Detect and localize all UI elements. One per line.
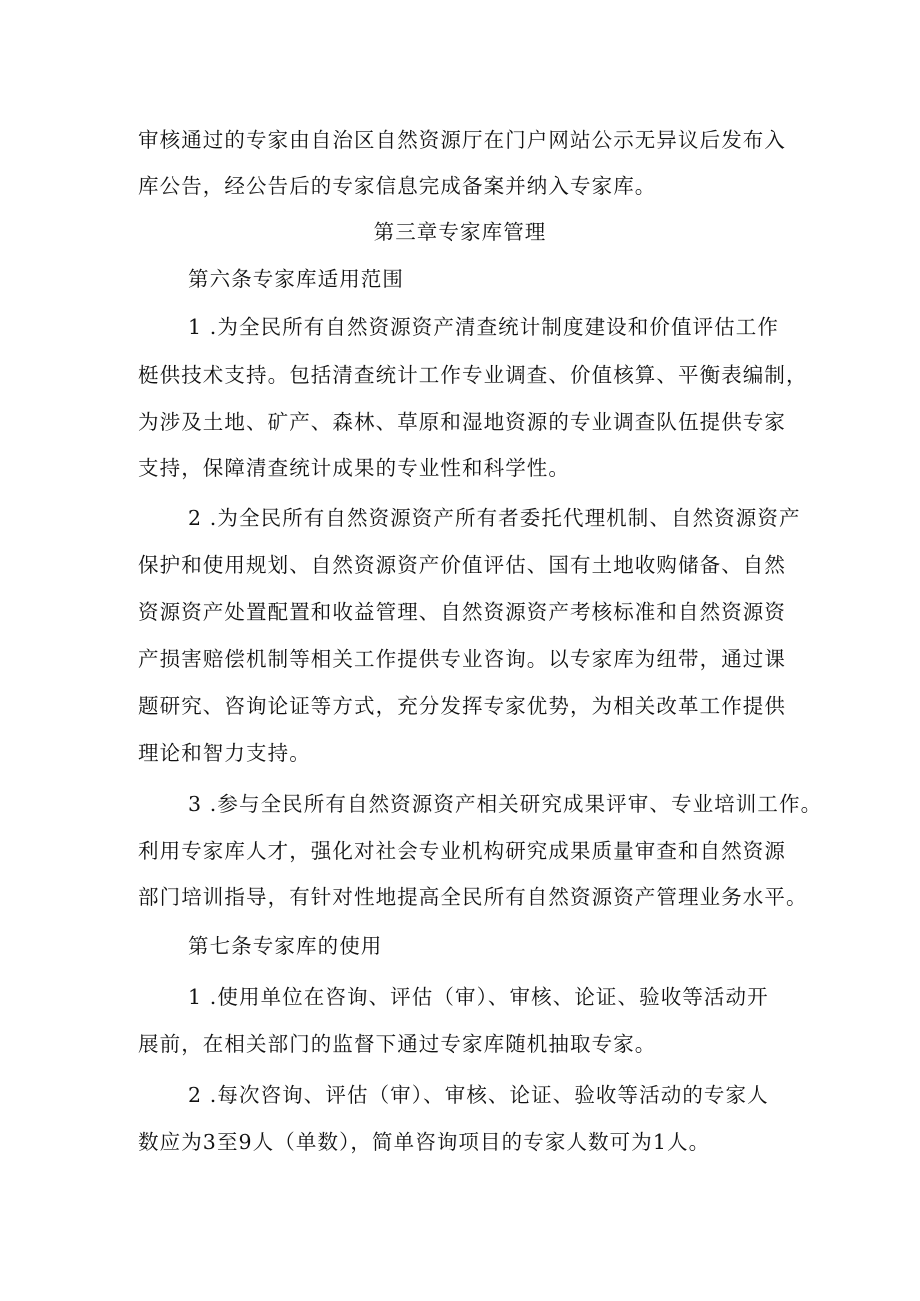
article6-item2-line-5: 题研究、咨询论证等方式，充分发挥专家优势，为相关改革工作提供	[138, 694, 786, 718]
article6-item2-line-2: 保护和使用规划、自然资源资产价值评估、国有土地收购储备、自然	[138, 553, 786, 577]
article7-title: 第七条专家库的使用	[188, 934, 383, 958]
article7-item2-line-2: 数应为3至9人（单数），简单咨询项目的专家人数可为1人。	[138, 1130, 711, 1154]
article6-item2-line-6: 理论和智力支持。	[138, 741, 311, 765]
article6-item1-line-2: 梃供技术支持。包括清查统计工作专业调查、价值核算、平衡表编制，	[138, 363, 808, 387]
article6-item1-line-4: 支持，保障清查统计成果的专业性和科学性。	[138, 456, 570, 480]
article6-item3-line-1: 3 .参与全民所有自然资源资产相关研究成果评审、专业培训工作。	[188, 792, 823, 816]
article7-item1-line-2: 展前，在相关部门的监督下通过专家库随机抽取专家。	[138, 1032, 657, 1056]
article6-item3-line-3: 部门培训指导，有针对性地提高全民所有自然资源资产管理业务水平。	[138, 885, 808, 909]
article6-item1-line-3: 为涉及土地、矿产、森林、草原和湿地资源的专业调查队伍提供专家	[138, 410, 786, 434]
article6-item2-line-1: 2 .为全民所有自然资源资产所有者委托代理机制、自然资源资产	[188, 506, 801, 530]
article7-item2-line-1: 2 .每次咨询、评估（审）、审核、论证、验收等活动的专家人	[188, 1083, 769, 1107]
intro-line-1: 审核通过的专家由自治区自然资源厅在门户网站公示无异议后发布入	[138, 128, 786, 152]
article6-item3-line-2: 利用专家库人才，强化对社会专业机构研究成果质量审查和自然资源	[138, 839, 786, 863]
article6-item2-line-3: 资源资产处置配置和收益管理、自然资源资产考核标准和自然资源资	[138, 600, 786, 624]
article6-item2-line-4: 产损害赔偿机制等相关工作提供专业咨询。以专家库为纽带，通过课	[138, 647, 786, 671]
chapter-title: 第三章专家库管理	[373, 220, 547, 244]
article7-item1-line-1: 1 .使用单位在咨询、评估（审）、审核、论证、验收等活动开	[188, 985, 769, 1009]
article6-title: 第六条专家库适用范围	[188, 267, 404, 291]
article6-item1-line-1: 1 .为全民所有自然资源资产清查统计制度建设和价值评估工作	[188, 315, 779, 339]
intro-line-2: 库公告，经公告后的专家信息完成备案并纳入专家库。	[138, 174, 657, 198]
